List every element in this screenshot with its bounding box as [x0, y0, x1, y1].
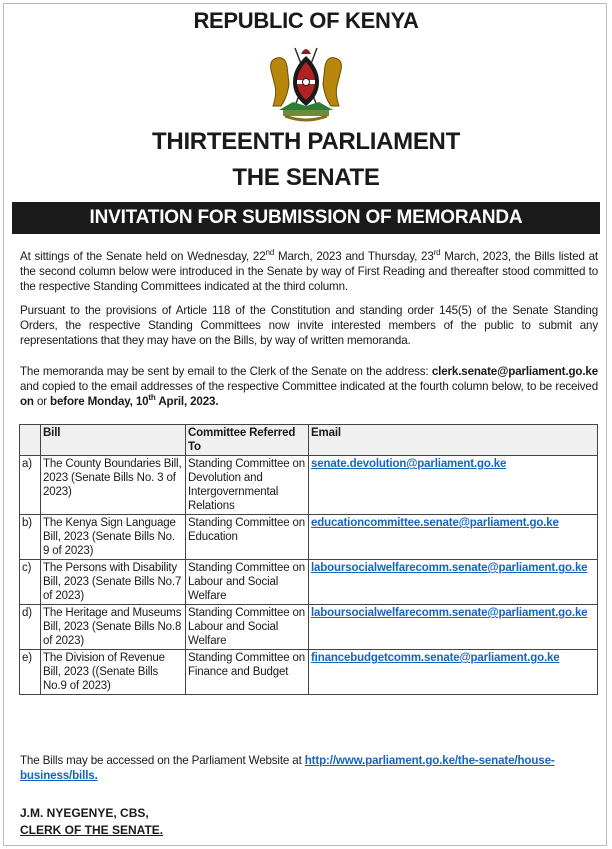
bill-cell: The County Boundaries Bill, 2023 (Senate Bills No. 3 of 2023) — [41, 456, 186, 515]
signatory-name: J.M. NYEGENYE, CBS, — [20, 806, 149, 820]
bill-header: Bill — [41, 425, 186, 456]
email-cell — [309, 456, 598, 515]
bill-cell: The Heritage and Museums Bill, 2023 (Senate Bills No.8 of 2023) — [41, 605, 186, 650]
row-index: b) — [20, 515, 41, 560]
committee-header: Committee Referred To — [186, 425, 309, 456]
committee-cell: Standing Committee on Labour and Social Welfare — [186, 605, 309, 650]
notice-title-banner: INVITATION FOR SUBMISSION OF MEMORANDA — [12, 202, 600, 234]
bills-table — [19, 424, 598, 695]
clerk-email[interactable]: clerk.senate@parliament.go.ke — [431, 365, 598, 378]
coat-of-arms-emblem — [265, 40, 347, 124]
country-heading: REPUBLIC OF KENYA — [193, 8, 419, 33]
row-index: d) — [20, 605, 41, 650]
committee-email-link[interactable]: educationcommittee.senate@parliament.go.ke — [311, 517, 559, 529]
bill-cell: The Division of Revenue Bill, 2023 ((Senate Bills No.9 of 2023) — [41, 650, 186, 695]
committee-email-link[interactable]: financebudgetcomm.senate@parliament.go.ke — [311, 652, 560, 664]
committee-email-link[interactable]: laboursocialwelfarecomm.senate@parliament.go.ke — [311, 562, 588, 574]
table-row — [20, 650, 598, 695]
submission-paragraph: The memoranda may be sent by email to the Clerk of the Senate on the address: clerk.senate@parliament.go.ke and copied to the email addresses of the respective Committee indicated at the fourth column below, to be received on or before Monday, 10th April, 2023. — [20, 365, 598, 409]
email-cell — [309, 515, 598, 560]
table-row — [20, 605, 598, 650]
row-index: c) — [20, 560, 41, 605]
committee-email-link[interactable]: senate.devolution@parliament.go.ke — [311, 458, 507, 470]
table-row — [20, 456, 598, 515]
email-cell — [309, 605, 598, 650]
constitution-paragraph: Pursuant to the provisions of Article 118 of the Constitution and standing order 145(5) of the Senate Standing Orders, the respective Standing Committees now invite interested members of the public to submit any representations that they may have on the Bills, by way of written memoranda. — [20, 304, 598, 348]
table-row — [20, 515, 598, 560]
bill-cell: The Persons with Disability Bill, 2023 (Senate Bills No.7 of 2023) — [41, 560, 186, 605]
row-index: a) — [20, 456, 41, 515]
committee-email-link[interactable]: laboursocialwelfarecomm.senate@parliament.go.ke — [311, 607, 588, 619]
committee-cell: Standing Committee on Education — [186, 515, 309, 560]
table-row — [20, 560, 598, 605]
bill-cell: The Kenya Sign Language Bill, 2023 (Senate Bills No. 9 of 2023) — [41, 515, 186, 560]
senate-heading: THE SENATE — [232, 164, 380, 191]
email-cell — [309, 650, 598, 695]
committee-cell: Standing Committee on Finance and Budget — [186, 650, 309, 695]
deadline: before Monday, 10th April, 2023. — [50, 393, 219, 409]
email-header: Email — [309, 425, 598, 456]
parliament-heading: THIRTEENTH PARLIAMENT — [152, 128, 460, 155]
signatory-title: CLERK OF THE SENATE. — [20, 823, 164, 837]
committee-cell: Standing Committee on Devolution and Intergovernmental Relations — [186, 456, 309, 515]
row-index: e) — [20, 650, 41, 695]
email-cell — [309, 560, 598, 605]
table-header-row — [20, 425, 598, 456]
index-header — [20, 425, 41, 456]
parliament-website-link[interactable]: http://www.parliament.go.ke/the-senate/house-business/bills. — [20, 754, 555, 782]
intro-paragraph: At sittings of the Senate held on Wednesday, 22nd March, 2023 and Thursday, 23rd March, 2023, the Bills listed at the second column below were introduced in the Senate by way of First Reading and thereafter stood committed to the respective Standing Committees indicated at the third column. — [20, 248, 598, 294]
committee-cell: Standing Committee on Labour and Social Welfare — [186, 560, 309, 605]
website-note: The Bills may be accessed on the Parliament Website at http://www.parliament.go.ke/the-senate/house-business/bills. — [20, 754, 555, 782]
